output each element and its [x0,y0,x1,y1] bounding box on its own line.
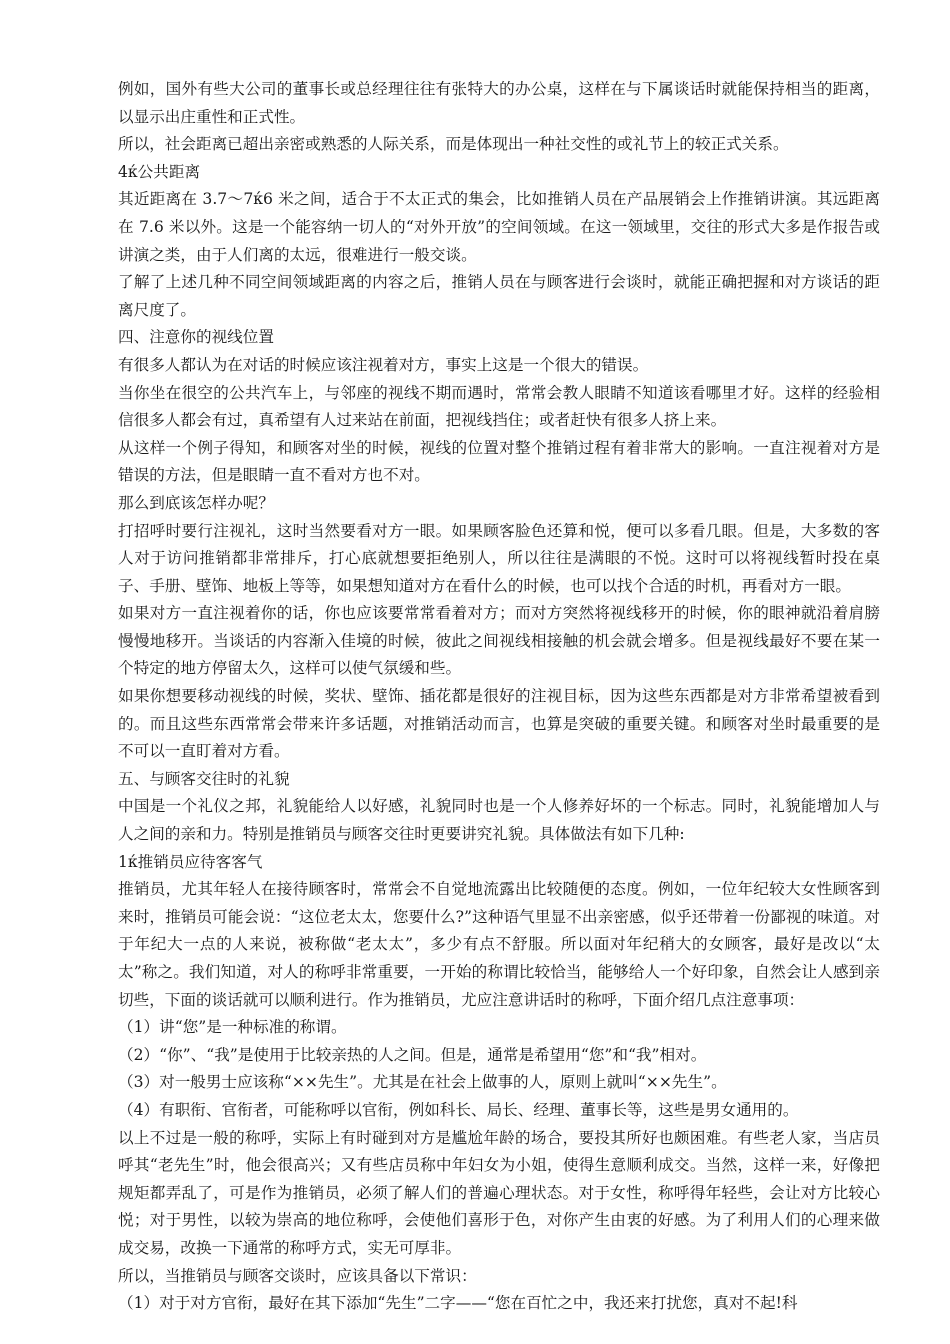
list-item: （4）有职衔、官衔者，可能称呼以官衔，例如科长、局长、经理、董事长等，这些是男女通用的。 [118,1100,799,1119]
paragraph: 所以，当推销员与顾客交谈时，应该具备以下常识： [118,1266,477,1285]
paragraph: 如果你想要移动视线的时候，奖状、壁饰、插花都是很好的注视目标，因为这些东西都是对方非常希望被看到的。而且这些东西常常会带来许多话题，对推销活动而言，也算是突破的重要关键。和顾客对坐时最重要的是不可以一直盯着对方看。 [118,687,880,761]
section-heading: 五、与顾客交往时的礼貌 [118,769,290,788]
list-item: （2）“你”、“我”是使用于比较亲热的人之间。但是，通常是希望用“您”和“我”相对。 [118,1045,707,1064]
paragraph: 从这样一个例子得知，和顾客对坐的时候，视线的位置对整个推销过程有着非常大的影响。一直注视着对方是错误的方法，但是眼睛一直不看对方也不对。 [118,438,880,485]
paragraph: 那么到底该怎样办呢？ [118,493,274,512]
paragraph: 打招呼时要行注视礼，这时当然要看对方一眼。如果顾客脸色还算和悦，便可以多看几眼。但是，大多数的客人对于访问推销都非常排斥，打心底就想要拒绝别人，所以往往是满眼的不悦。这时可以将视线暂时投在桌子、手册、壁饰、地板上等等，如果想知道对方在看什么的时候，也可以找个合适的时机，再看对方一眼。 [118,521,880,595]
paragraph: 其近距离在 3.7～7ќ6 米之间，适合于不太正式的集会，比如推销人员在产品展销会上作推销讲演。其远距离在 7.6 米以外。这是一个能容纳一切人的“对外开放”的空间领域。在这一领域里，交往的形式大多是作报告或讲演之类，由于人们离的太远，很难进行一般交谈。 [118,190,880,264]
section-subheading: 1ќ推销员应待客客气 [118,852,263,871]
list-item: （3）对一般男士应该称“××先生”。尤其是在社会上做事的人，原则上就叫“××先生”。 [118,1073,727,1092]
paragraph: 例如，国外有些大公司的董事长或总经理往往有张特大的办公桌，这样在与下属谈话时就能保持相当的距离，以显示出庄重性和正式性。 [118,80,880,126]
paragraph: 中国是一个礼仪之邦，礼貌能给人以好感，礼貌同时也是一个人修养好坏的一个标志。同时，礼貌能增加人与人之间的亲和力。特别是推销员与顾客交往时更要讲究礼貌。具体做法有如下几种: [118,797,880,844]
list-item: （1）讲“您”是一种标准的称谓。 [118,1018,347,1037]
paragraph: 所以，社会距离已超出亲密或熟悉的人际关系，而是体现出一种社交性的或礼节上的较正式关系。 [118,135,789,154]
paragraph: 了解了上述几种不同空间领域距离的内容之后，推销人员在与顾客进行会谈时，就能正确把握和对方谈话的距离尺度了。 [118,273,880,319]
list-item: （1）对于对方官衔，最好在其下添加“先生”二字——“您在百忙之中，我还来打扰您，真对不起!科 [118,1294,798,1313]
paragraph: 以上不过是一般的称呼，实际上有时碰到对方是尴尬年龄的场合，要投其所好也颇困难。有些老人家，当店员呼其“老先生”时，他会很高兴；又有些店员称中年妇女为小姐，使得生意顺利成交。当然，这样一来，好像把规矩都弄乱了，可是作为推销员，必须了解人们的普遍心理状态。对于女性，称呼得年轻些，会让对方比较心悦；对于男性，以较为崇高的地位称呼，会使他们喜形于色，对你产生由衷的好感。为了利用人们的心理来做成交易，改换一下通常的称呼方式，实无可厚非。 [118,1128,880,1257]
section-heading: 四、注意你的视线位置 [118,328,274,347]
paragraph: 有很多人都认为在对话的时候应该注视着对方，事实上这是一个很大的错误。 [118,355,649,374]
paragraph: 当你坐在很空的公共汽车上，与邻座的视线不期而遇时，常常会教人眼睛不知道该看哪里才好。这样的经验相信很多人都会有过，真希望有人过来站在前面，把视线挡住；或者赶快有很多人挤上来。 [118,383,880,430]
document-page [118,76,880,1318]
paragraph: 推销员，尤其年轻人在接待顾客时，常常会不自觉地流露出比较随便的态度。例如，一位年纪较大女性顾客到来时，推销员可能会说：“这位老太太，您要什么?”这种语气里显不出亲密感，似乎还带着一份鄙视的味道。对于年纪大一点的人来说，被称做“老太太”，多少有点不舒服。所以面对年纪稍大的女顾客，最好是改以“太太”称之。我们知道，对人的称呼非常重要，一开始的称谓比较恰当，能够给人一个好印象，自然会让人感到亲切些，下面的谈话就可以顺利进行。作为推销员，尤应注意讲话时的称呼，下面介绍几点注意事项： [118,880,880,1009]
paragraph: 如果对方一直注视着你的话，你也应该要常常看着对方；而对方突然将视线移开的时候，你的眼神就沿着肩膀慢慢地移开。当谈话的内容渐入佳境的时候，彼此之间视线相接触的机会就会增多。但是视线最好不要在某一个特定的地方停留太久，这样可以使气氛缓和些。 [118,604,880,678]
section-subheading: 4ќ公共距离 [118,162,201,181]
